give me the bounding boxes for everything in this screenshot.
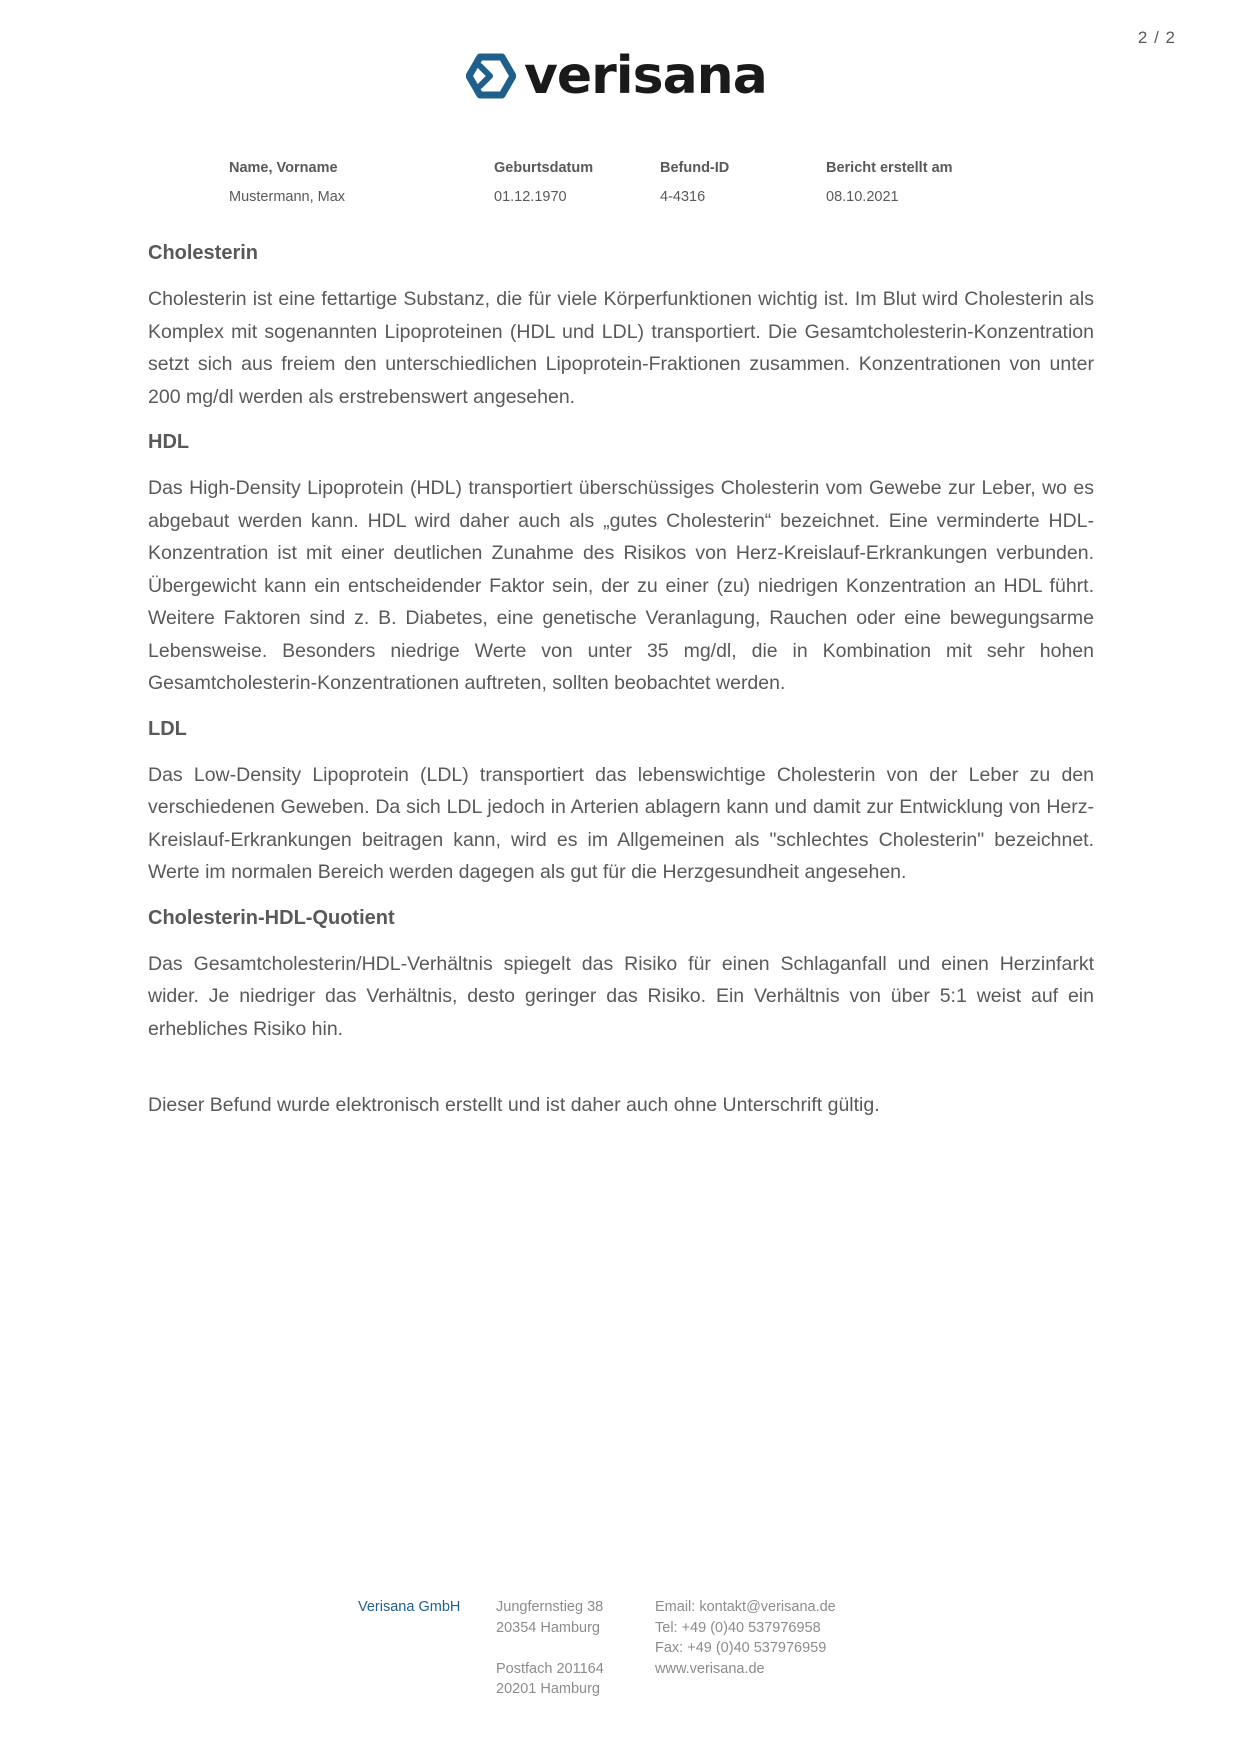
footer-tel: Tel: +49 (0)40 537976958 xyxy=(655,1619,821,1636)
section-heading-ldl: LDL xyxy=(148,717,187,740)
footer-contact xyxy=(655,1597,836,1679)
page-number: 2 / 2 xyxy=(1137,28,1176,47)
electronic-signature-note: Dieser Befund wurde elektronisch erstellt und ist daher auch ohne Unterschrift gültig. xyxy=(148,1094,880,1116)
footer-city: 20354 Hamburg xyxy=(496,1619,600,1636)
section-text-hdl: Das High-Density Lipoprotein (HDL) transportiert überschüssiges Cholesterin vom Gewebe zur Leber, wo es abgebaut werden kann. HDL wird daher auch als „gutes Cholesterin“ bezeichnet. Eine verminderte HDL-Konzentration ist mit einer deutlichen Zunahme des Risikos von Herz-Kreislauf-Erkrankungen verbunden. Übergewicht kann ein entscheidender Faktor sein, der zu einer (zu) niedrigen Konzentration an HDL führt. Weitere Faktoren sind z. B. Diabetes, eine genetische Veranlagung, Rauchen oder eine bewegungsarme Lebensweise. Besonders niedrige Werte von unter 35 mg/dl, die in Kombination mit sehr hohen Gesamtcholesterin-Konzentrationen auftreten, sollten beobachtet werden. xyxy=(148,477,1094,694)
section-heading-cholesterin: Cholesterin xyxy=(148,242,259,264)
footer-street: Jungfernstieg 38 xyxy=(496,1599,604,1615)
name-label: Name, Vorname xyxy=(229,160,338,176)
footer-email[interactable]: Email: kontakt@verisana.de xyxy=(655,1599,836,1615)
report-date-label: Bericht erstellt am xyxy=(826,160,953,176)
id-column xyxy=(660,160,729,205)
dob-label: Geburtsdatum xyxy=(494,160,594,176)
report-id-value: 4-4316 xyxy=(660,189,706,205)
report-body xyxy=(148,240,1094,1138)
verisana-logo xyxy=(466,46,767,106)
footer-postbox-city: 20201 Hamburg xyxy=(496,1681,600,1697)
footer-fax: Fax: +49 (0)40 537976959 xyxy=(655,1640,827,1656)
footer-website[interactable]: www.verisana.de xyxy=(655,1660,765,1677)
name-value: Mustermann, Max xyxy=(229,189,346,205)
section-text-cholesterin: Cholesterin ist eine fettartige Substanz, die für viele Körperfunktionen wichtig ist. Im Blut wird Cholesterin als Komplex mit sogenannten Lipoproteinen (HDL und LDL) transportiert. Die Gesamtcholesterin-Konzentration setzt sich aus freiem den unterschiedlichen Lipoprotein-Fraktionen zusammen. Konzentrationen von unter 200 mg/dl werden als erstrebenswert angesehen. xyxy=(148,288,1094,408)
footer-address xyxy=(496,1597,604,1700)
footer-postbox: Postfach 201164 xyxy=(496,1660,604,1677)
name-column xyxy=(229,160,345,205)
footer-company: Verisana GmbH xyxy=(358,1599,461,1615)
section-heading-hdl: HDL xyxy=(148,431,190,453)
section-text-ldl: Das Low-Density Lipoprotein (LDL) transportiert das lebenswichtige Cholesterin von der Leber zu den verschiedenen Geweben. Da sich LDL jedoch in Arterien ablagern kann und damit zur Entwicklung von Herz-Kreislauf-Erkrankungen beitragen kann, wird es im Allgemeinen als "schlechtes Cholesterin" bezeichnet. Werte im normalen Bereich werden dagegen als gut für die Herzgesundheit angesehen. xyxy=(148,763,1094,883)
section-heading-quotient: Cholesterin-HDL-Quotient xyxy=(148,906,395,929)
section-text-quotient: Das Gesamtcholesterin/HDL-Verhältnis spiegelt das Risiko für einen Schlaganfall und einen Herzinfarkt wider. Je niedriger das Verhältnis, desto geringer das Risiko. Ein Verhältnis von über 5:1 weist auf ein erhebliches Risiko hin. xyxy=(148,952,1094,1040)
report-date-value: 08.10.2021 xyxy=(826,189,899,205)
logo-wordmark: verisana xyxy=(524,46,767,106)
report-id-label: Befund-ID xyxy=(660,160,730,176)
dob-value: 01.12.1970 xyxy=(494,189,567,205)
verisana-hexagon-icon xyxy=(466,53,516,99)
report-date-column xyxy=(826,160,953,205)
dob-column xyxy=(494,160,593,205)
